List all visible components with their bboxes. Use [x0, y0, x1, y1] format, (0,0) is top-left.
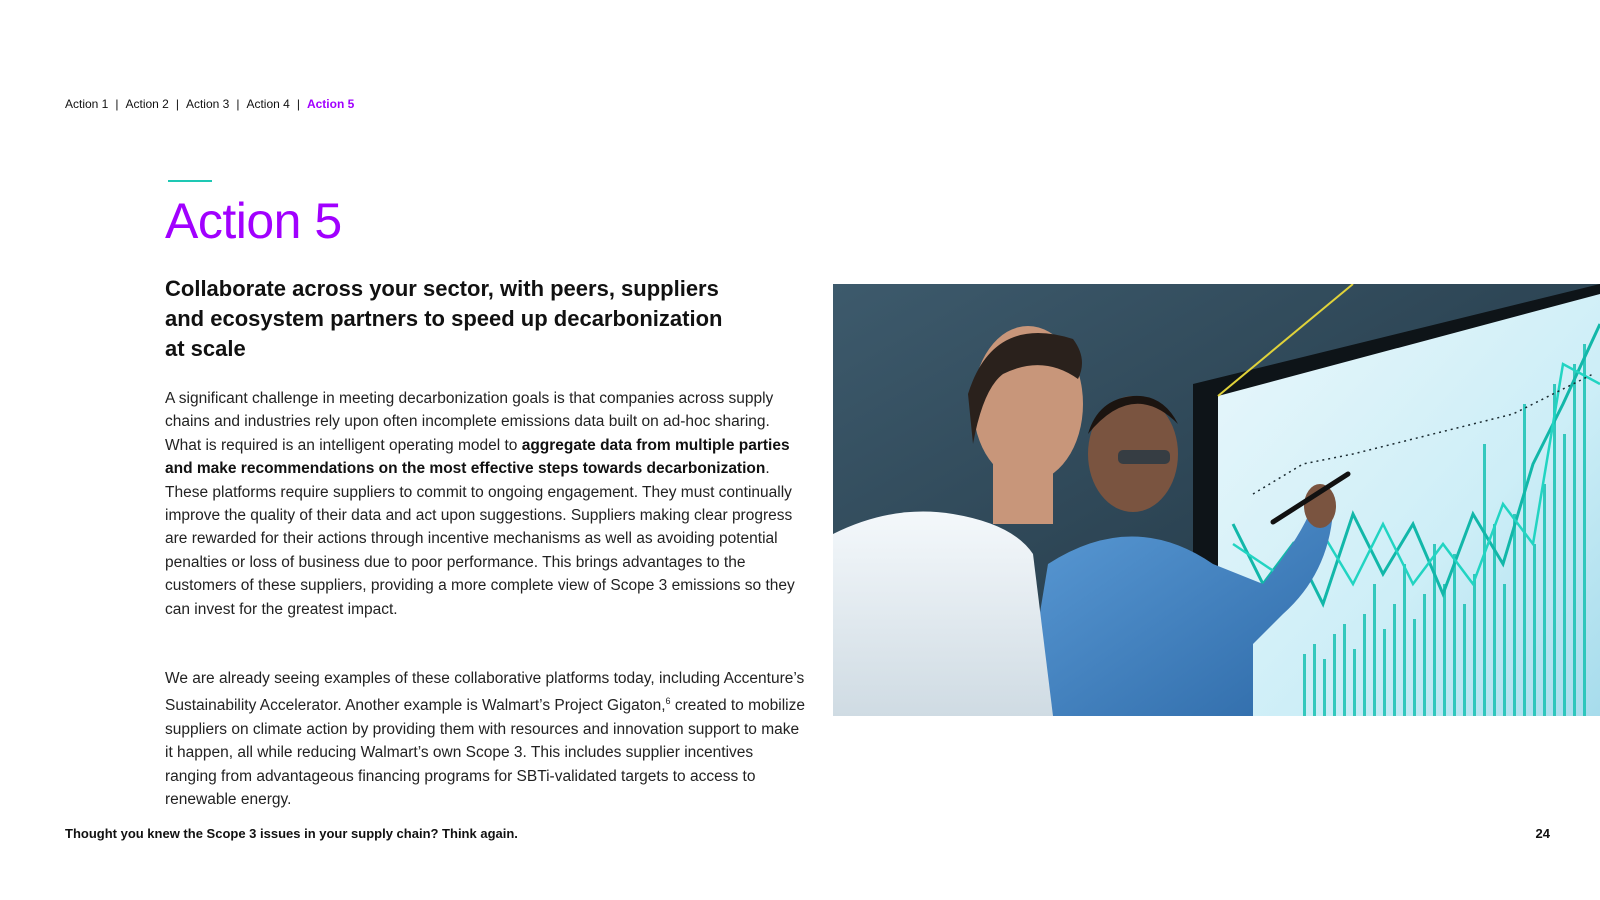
nav-action-2[interactable]: Action 2 [125, 97, 169, 111]
paragraph-bold-text: aggregate data from multiple parties and make recommendations on the most effective steps towards decarbonization [165, 436, 790, 478]
footnote-reference[interactable]: 6 [665, 696, 671, 707]
nav-separator: | [236, 97, 240, 111]
paragraph-text: . These platforms require suppliers to commit to ongoing engagement. They must continually improve the quality of their data and act upon suggestions. Suppliers making clear progress are rewarded for their actions through incentive mechanisms as well as avoiding potential penalties or loss of business due to poor performance. This brings advantages to the customers of these suppliers, providing a more complete view of Scope 3 emissions so they can invest for the greatest impact. [165, 460, 795, 618]
page-number: 24 [1535, 826, 1550, 841]
page-title: Action 5 [165, 193, 342, 249]
section-nav [65, 97, 354, 111]
nav-separator: | [296, 97, 300, 111]
nav-action-1[interactable]: Action 1 [65, 97, 109, 111]
hero-photo [833, 284, 1600, 716]
footer-document-title: Thought you knew the Scope 3 issues in your supply chain? Think again. [65, 826, 518, 841]
title-accent-line [168, 180, 212, 182]
nav-action-3[interactable]: Action 3 [185, 97, 230, 111]
nav-separator: | [175, 97, 179, 111]
body-paragraph-2 [165, 667, 805, 812]
paragraph-text: A significant challenge in meeting decarbonization goals is that companies across supply chains and industries rely upon often incomplete emissions data built on ad-hoc sharing. What is required is an intelligent operating model to [165, 390, 774, 454]
nav-action-5[interactable]: Action 5 [306, 97, 355, 111]
nav-separator: | [115, 97, 119, 111]
photo-illustration [833, 284, 1600, 716]
section-subheading: Collaborate across your sector, with peers, suppliers and ecosystem partners to speed up decarbonization at scale [165, 276, 723, 361]
body-paragraph-1 [165, 387, 805, 621]
nav-action-4[interactable]: Action 4 [246, 97, 290, 111]
paragraph-text: created to mobilize suppliers on climate action by providing them with resources and innovation support to make it happen, all while reducing Walmart’s own Scope 3. This includes supplier incentives ranging from advantageous financing programs for SBTi-validated targets to access to renewable energy. [165, 697, 805, 809]
paragraph-text: We are already seeing examples of these collaborative platforms today, including Accenture’s Sustainability Accelerator. Another example is Walmart’s Project Gigaton, [165, 670, 805, 715]
